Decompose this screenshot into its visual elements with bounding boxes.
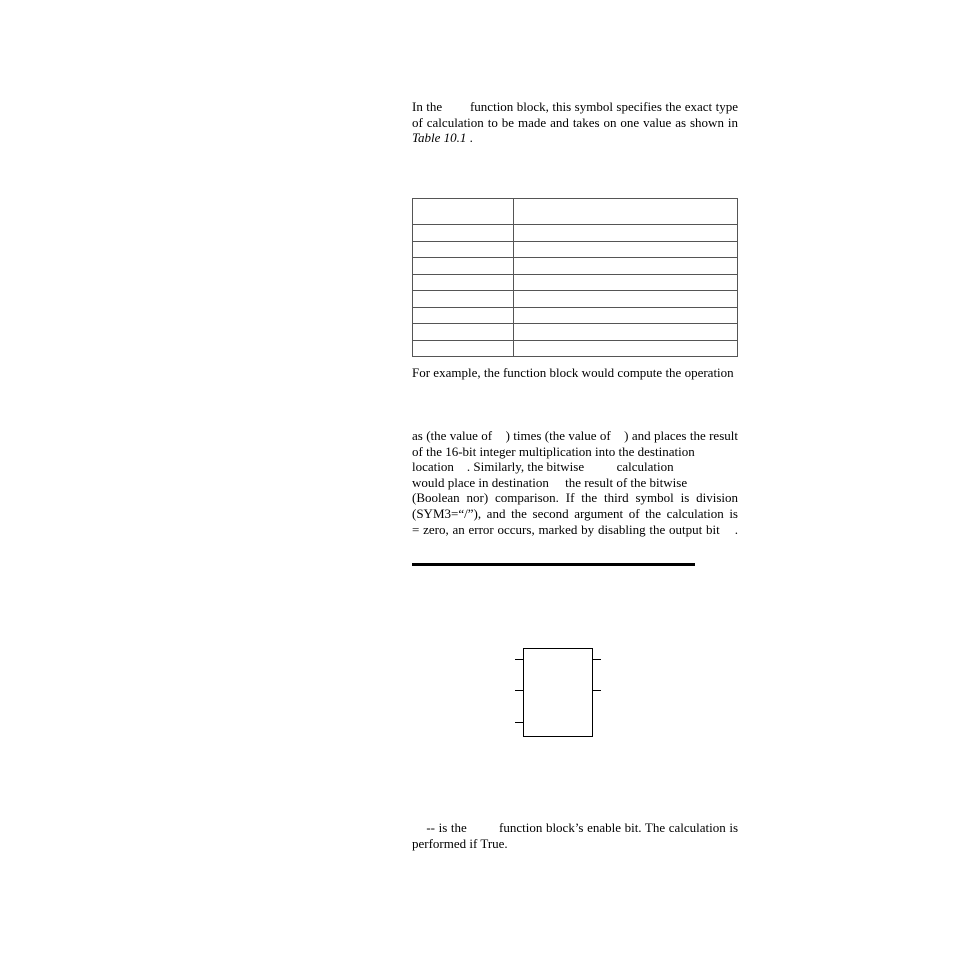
table-cell [413,258,514,275]
table-row [413,258,738,275]
output-pin-2 [593,690,601,691]
table-cell [514,307,738,324]
table-cell [413,340,514,357]
intro-paragraph [412,99,738,146]
table-cell [413,324,514,341]
table-row [413,307,738,324]
table-cell [514,274,738,291]
output-pin-1 [593,659,601,660]
table-header-cell [413,199,514,225]
explanation-line: (SYM3=“/”), and the second argument of the calculation is [412,505,738,521]
table-cell [413,241,514,258]
table-row [413,324,738,341]
table-cell [514,258,738,275]
explanation-line: would place in destination the result of the bitwise [412,474,688,490]
explanation-line: location . Similarly, the bitwise calculation [412,459,674,475]
table-cell [514,291,738,308]
table-cell [413,307,514,324]
explanation-line: of the 16-bit integer multiplication into the destination [412,443,695,459]
table-cell [413,291,514,308]
table-reference: Table 10.1 [412,130,467,146]
table-cell [514,340,738,357]
intro-line-1: In the function block, this symbol specifies the exact type [412,99,738,114]
explanation-paragraph [412,428,738,537]
example-intro-line: For example, the function block would compute the operation [412,365,734,380]
example-intro [412,365,738,381]
table-row [413,225,738,242]
table-row [413,274,738,291]
input-pin-1 [515,659,523,660]
enable-line-2: performed if True. [412,835,508,851]
table-cell [514,225,738,242]
input-pin-2 [515,690,523,691]
explanation-line: = zero, an error occurs, marked by disabling the output bit . [412,521,738,537]
enable-line-1: -- is the function block’s enable bit. The calculation is [412,820,738,835]
table-reference-tail: . [466,130,473,146]
table-header-cell [514,199,738,225]
section-divider [412,563,695,566]
table-cell [413,225,514,242]
table-row [413,291,738,308]
table-header-row [413,199,738,225]
table-cell [514,324,738,341]
function-block-diagram [523,648,593,737]
explanation-line: (Boolean nor) comparison. If the third symbol is division [412,490,738,506]
table-cell [413,274,514,291]
intro-line-2: of calculation to be made and takes on one value as shown in [412,114,738,130]
operation-table [412,198,738,357]
table-row [413,241,738,258]
input-pin-3 [515,722,523,723]
explanation-line: as (the value of ) times (the value of ) and places the result [412,428,738,443]
table-cell [514,241,738,258]
table-row [413,340,738,357]
intro-line-3 [412,130,738,146]
enable-description [412,820,738,851]
